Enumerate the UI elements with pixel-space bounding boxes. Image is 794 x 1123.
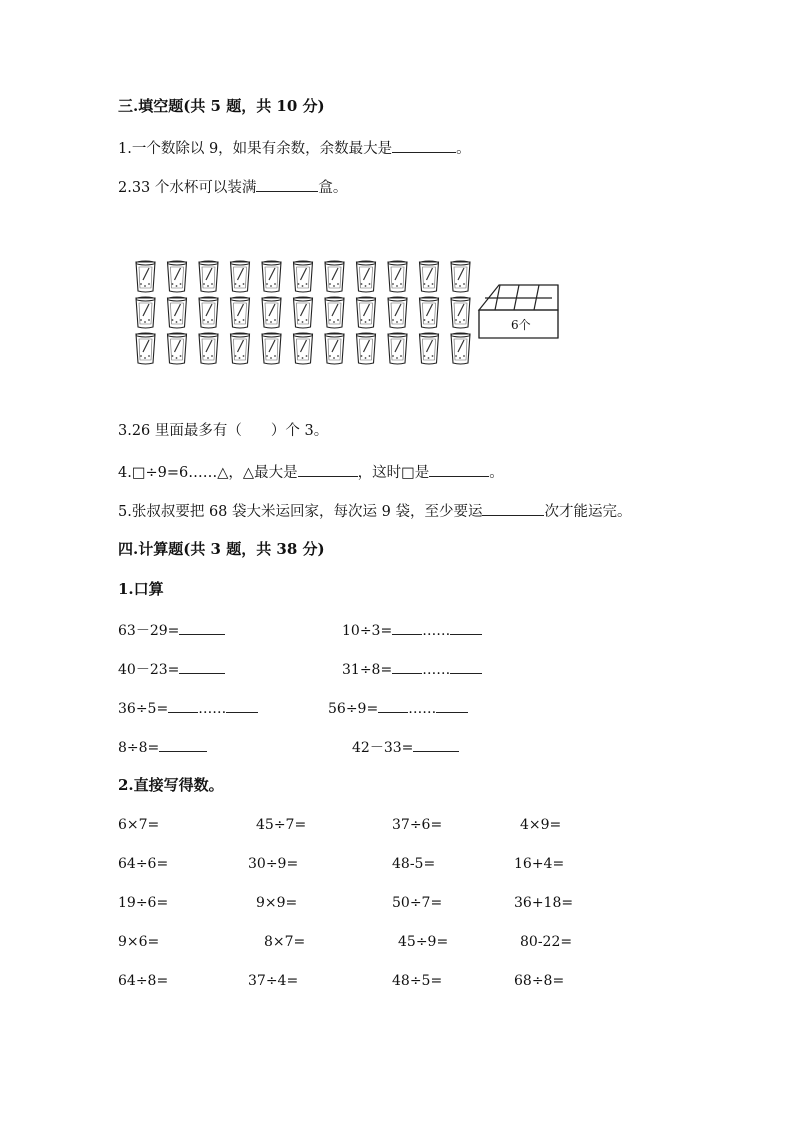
cup-icon: [357, 261, 376, 292]
direct-answer-item: 19÷6=: [118, 895, 169, 911]
oral-item: [118, 736, 207, 758]
question-5-end: 次才能运完。: [544, 504, 632, 520]
oral-answer-blank[interactable]: [159, 736, 207, 752]
part-1-title: 1.口算: [118, 580, 164, 598]
question-5-text: 5.张叔叔要把 68 袋大米运回家，每次运 9 袋，至少要运: [118, 504, 483, 520]
cup-icon: [199, 261, 218, 292]
cup-icon: [136, 261, 155, 292]
question-3-text: 3.26 里面最多有（ ）个 3。: [118, 423, 329, 439]
direct-answer-item: 80-22=: [520, 934, 573, 950]
question-4-mid: ，这时□是: [357, 465, 430, 481]
direct-answer-item: 37÷6=: [392, 817, 443, 833]
cup-icon: [388, 333, 407, 364]
direct-answer-item: 64÷8=: [118, 973, 169, 989]
direct-answer-item: 48÷5=: [392, 973, 443, 989]
direct-answer-item: 16+4=: [514, 856, 565, 872]
direct-answer-item: 9×9=: [256, 895, 298, 911]
quotient-blank[interactable]: [378, 697, 408, 713]
direct-answer-item: 8×7=: [264, 934, 306, 950]
oral-item-expr: 36÷5=: [118, 701, 169, 717]
cup-icon: [325, 261, 344, 292]
direct-answer-item: 36+18=: [514, 895, 574, 911]
cup-icon: [168, 297, 187, 328]
question-4: [118, 461, 504, 483]
cup-icon: [231, 261, 250, 292]
cup-icon: [199, 333, 218, 364]
oral-item-expr: 10÷3=: [342, 623, 393, 639]
cup-icon: [168, 261, 187, 292]
remainder-dots: ……: [422, 662, 451, 678]
cup-icon: [294, 297, 313, 328]
oral-answer-blank[interactable]: [413, 736, 459, 752]
cup-icon: [294, 261, 313, 292]
box-label: 6个: [511, 318, 531, 332]
oral-item: [352, 736, 459, 758]
cup-icon: [136, 333, 155, 364]
cup-icon: [420, 261, 439, 292]
direct-answer-item: 30÷9=: [248, 856, 299, 872]
cup-icon: [262, 333, 281, 364]
cup-icon: [199, 297, 218, 328]
remainder-dots: ……: [408, 701, 437, 717]
cup-icon: [325, 297, 344, 328]
direct-answer-item: 64÷6=: [118, 856, 169, 872]
question-1-end: 。: [456, 141, 471, 157]
direct-answer-item: 50÷7=: [392, 895, 443, 911]
cup-icon: [262, 261, 281, 292]
oral-item: [118, 658, 225, 680]
section-4-title: 四.计算题(共 3 题，共 38 分): [118, 540, 325, 558]
direct-answer-item: 37÷4=: [248, 973, 299, 989]
quotient-blank[interactable]: [392, 619, 422, 635]
cup-icon: [451, 333, 470, 364]
answer-blank-4b[interactable]: [429, 461, 489, 477]
oral-item: [342, 658, 482, 680]
oral-item-expr: 31÷8=: [342, 662, 393, 678]
direct-answer-item: 45÷7=: [256, 817, 307, 833]
cup-icon: [451, 261, 470, 292]
direct-answer-item: 48-5=: [392, 856, 436, 872]
remainder-blank[interactable]: [450, 619, 482, 635]
quotient-blank[interactable]: [168, 697, 198, 713]
part-2-title: 2.直接写得数。: [118, 776, 224, 794]
question-2-text: 2.33 个水杯可以装满: [118, 180, 257, 196]
cup-icon: [168, 333, 187, 364]
oral-answer-blank[interactable]: [179, 658, 225, 674]
cup-icon: [420, 297, 439, 328]
cup-icon: [388, 261, 407, 292]
oral-item: [342, 619, 482, 641]
question-5: [118, 500, 631, 522]
remainder-blank[interactable]: [450, 658, 482, 674]
cup-icon: [451, 297, 470, 328]
direct-answer-item: 4×9=: [520, 817, 562, 833]
cup-icon: [420, 333, 439, 364]
cups-figure-svg: [128, 254, 568, 374]
question-3: [118, 421, 328, 441]
cup-icon: [357, 333, 376, 364]
question-2: [118, 176, 347, 198]
answer-blank-1[interactable]: [392, 137, 456, 153]
section-3-title: 三.填空题(共 5 题，共 10 分): [118, 97, 325, 115]
cup-icon: [231, 333, 250, 364]
oral-item-expr: 56÷9=: [328, 701, 379, 717]
remainder-dots: ……: [422, 623, 451, 639]
remainder-blank[interactable]: [226, 697, 258, 713]
cup-icon: [136, 297, 155, 328]
oral-item: [328, 697, 468, 719]
direct-answer-item: 45÷9=: [398, 934, 449, 950]
direct-answer-item: 6×7=: [118, 817, 160, 833]
oral-item-expr: 40－23=: [118, 662, 180, 678]
cup-icon: [325, 333, 344, 364]
question-2-end: 盒。: [318, 180, 348, 196]
answer-blank-4a[interactable]: [298, 461, 358, 477]
answer-blank-5[interactable]: [482, 500, 544, 516]
quotient-blank[interactable]: [392, 658, 422, 674]
direct-answer-item: 68÷8=: [514, 973, 565, 989]
remainder-blank[interactable]: [436, 697, 468, 713]
cup-icon: [357, 297, 376, 328]
oral-item-expr: 8÷8=: [118, 740, 160, 756]
question-1-text: 1.一个数除以 9，如果有余数，余数最大是: [118, 141, 393, 157]
cups-and-box-figure: [128, 254, 568, 378]
question-1: [118, 137, 471, 159]
direct-answer-item: 9×6=: [118, 934, 160, 950]
oral-item-expr: 63－29=: [118, 623, 180, 639]
cup-icon: [294, 333, 313, 364]
cup-icon: [262, 297, 281, 328]
cup-icon: [231, 297, 250, 328]
question-4-text: 4.□÷9=6……△，△最大是: [118, 465, 298, 481]
question-4-end: 。: [489, 465, 504, 481]
oral-item: [118, 697, 258, 719]
oral-answer-blank[interactable]: [179, 619, 225, 635]
oral-item-expr: 42－33=: [352, 740, 414, 756]
cup-icon: [388, 297, 407, 328]
answer-blank-2[interactable]: [256, 176, 318, 192]
cups-group: [136, 261, 470, 364]
remainder-dots: ……: [198, 701, 227, 717]
oral-item: [118, 619, 225, 641]
